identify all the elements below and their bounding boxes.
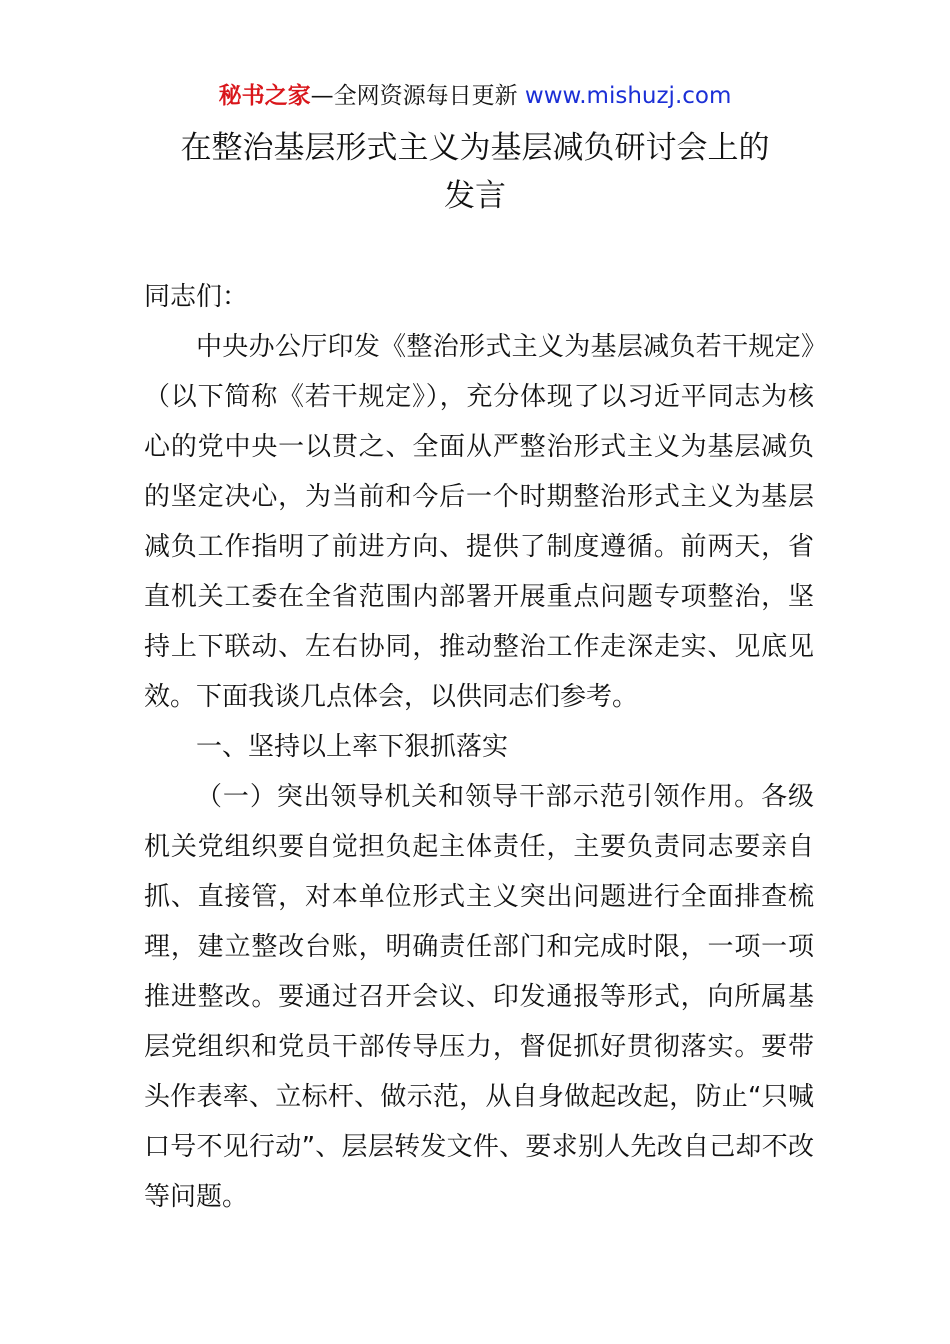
paragraph-intro: 中央办公厅印发《整治形式主义为基层减负若干规定》（以下简称《若干规定》），充分体现了以习近平同志为核心的党中央一以贯之、全面从严整治形式主义为基层减负的坚定决心，为当前和今后一个时期整治形式主义为基层减负工作指明了前进方向、提供了制度遵循。前两天，省直机关工委在全省范围内部署开展重点问题专项整治，坚持上下联动、左右协同，推动整治工作走深走实、见底见效。下面我谈几点体会，以供同志们参考。	[144, 332, 814, 712]
brand-name: 秘书之家	[218, 83, 311, 109]
section-heading-1: 一、坚持以上率下狠抓落实	[196, 732, 509, 762]
site-header	[0, 78, 950, 114]
site-url[interactable]: www.mishuzj.com	[524, 83, 732, 109]
salutation: 同志们：	[144, 282, 249, 312]
document-title	[0, 124, 950, 220]
title-line-2: 发言	[444, 178, 506, 214]
header-tagline: —全网资源每日更新	[310, 83, 525, 109]
paragraph-section-1-1: （一）突出领导机关和领导干部示范引领作用。各级机关党组织要自觉担负起主体责任，主要负责同志要亲自抓、直接管，对本单位形式主义突出问题进行全面排查梳理，建立整改台账，明确责任部门和完成时限，一项一项推进整改。要通过召开会议、印发通报等形式，向所属基层党组织和党员干部传导压力，督促抓好贯彻落实。要带头作表率、立标杆、做示范，从自身做起改起，防止“只喊口号不见行动”、层层转发文件、要求别人先改自己却不改等问题。	[144, 782, 814, 1212]
title-line-1: 在整治基层形式主义为基层减负研讨会上的	[180, 130, 770, 166]
document-body	[144, 272, 814, 1222]
